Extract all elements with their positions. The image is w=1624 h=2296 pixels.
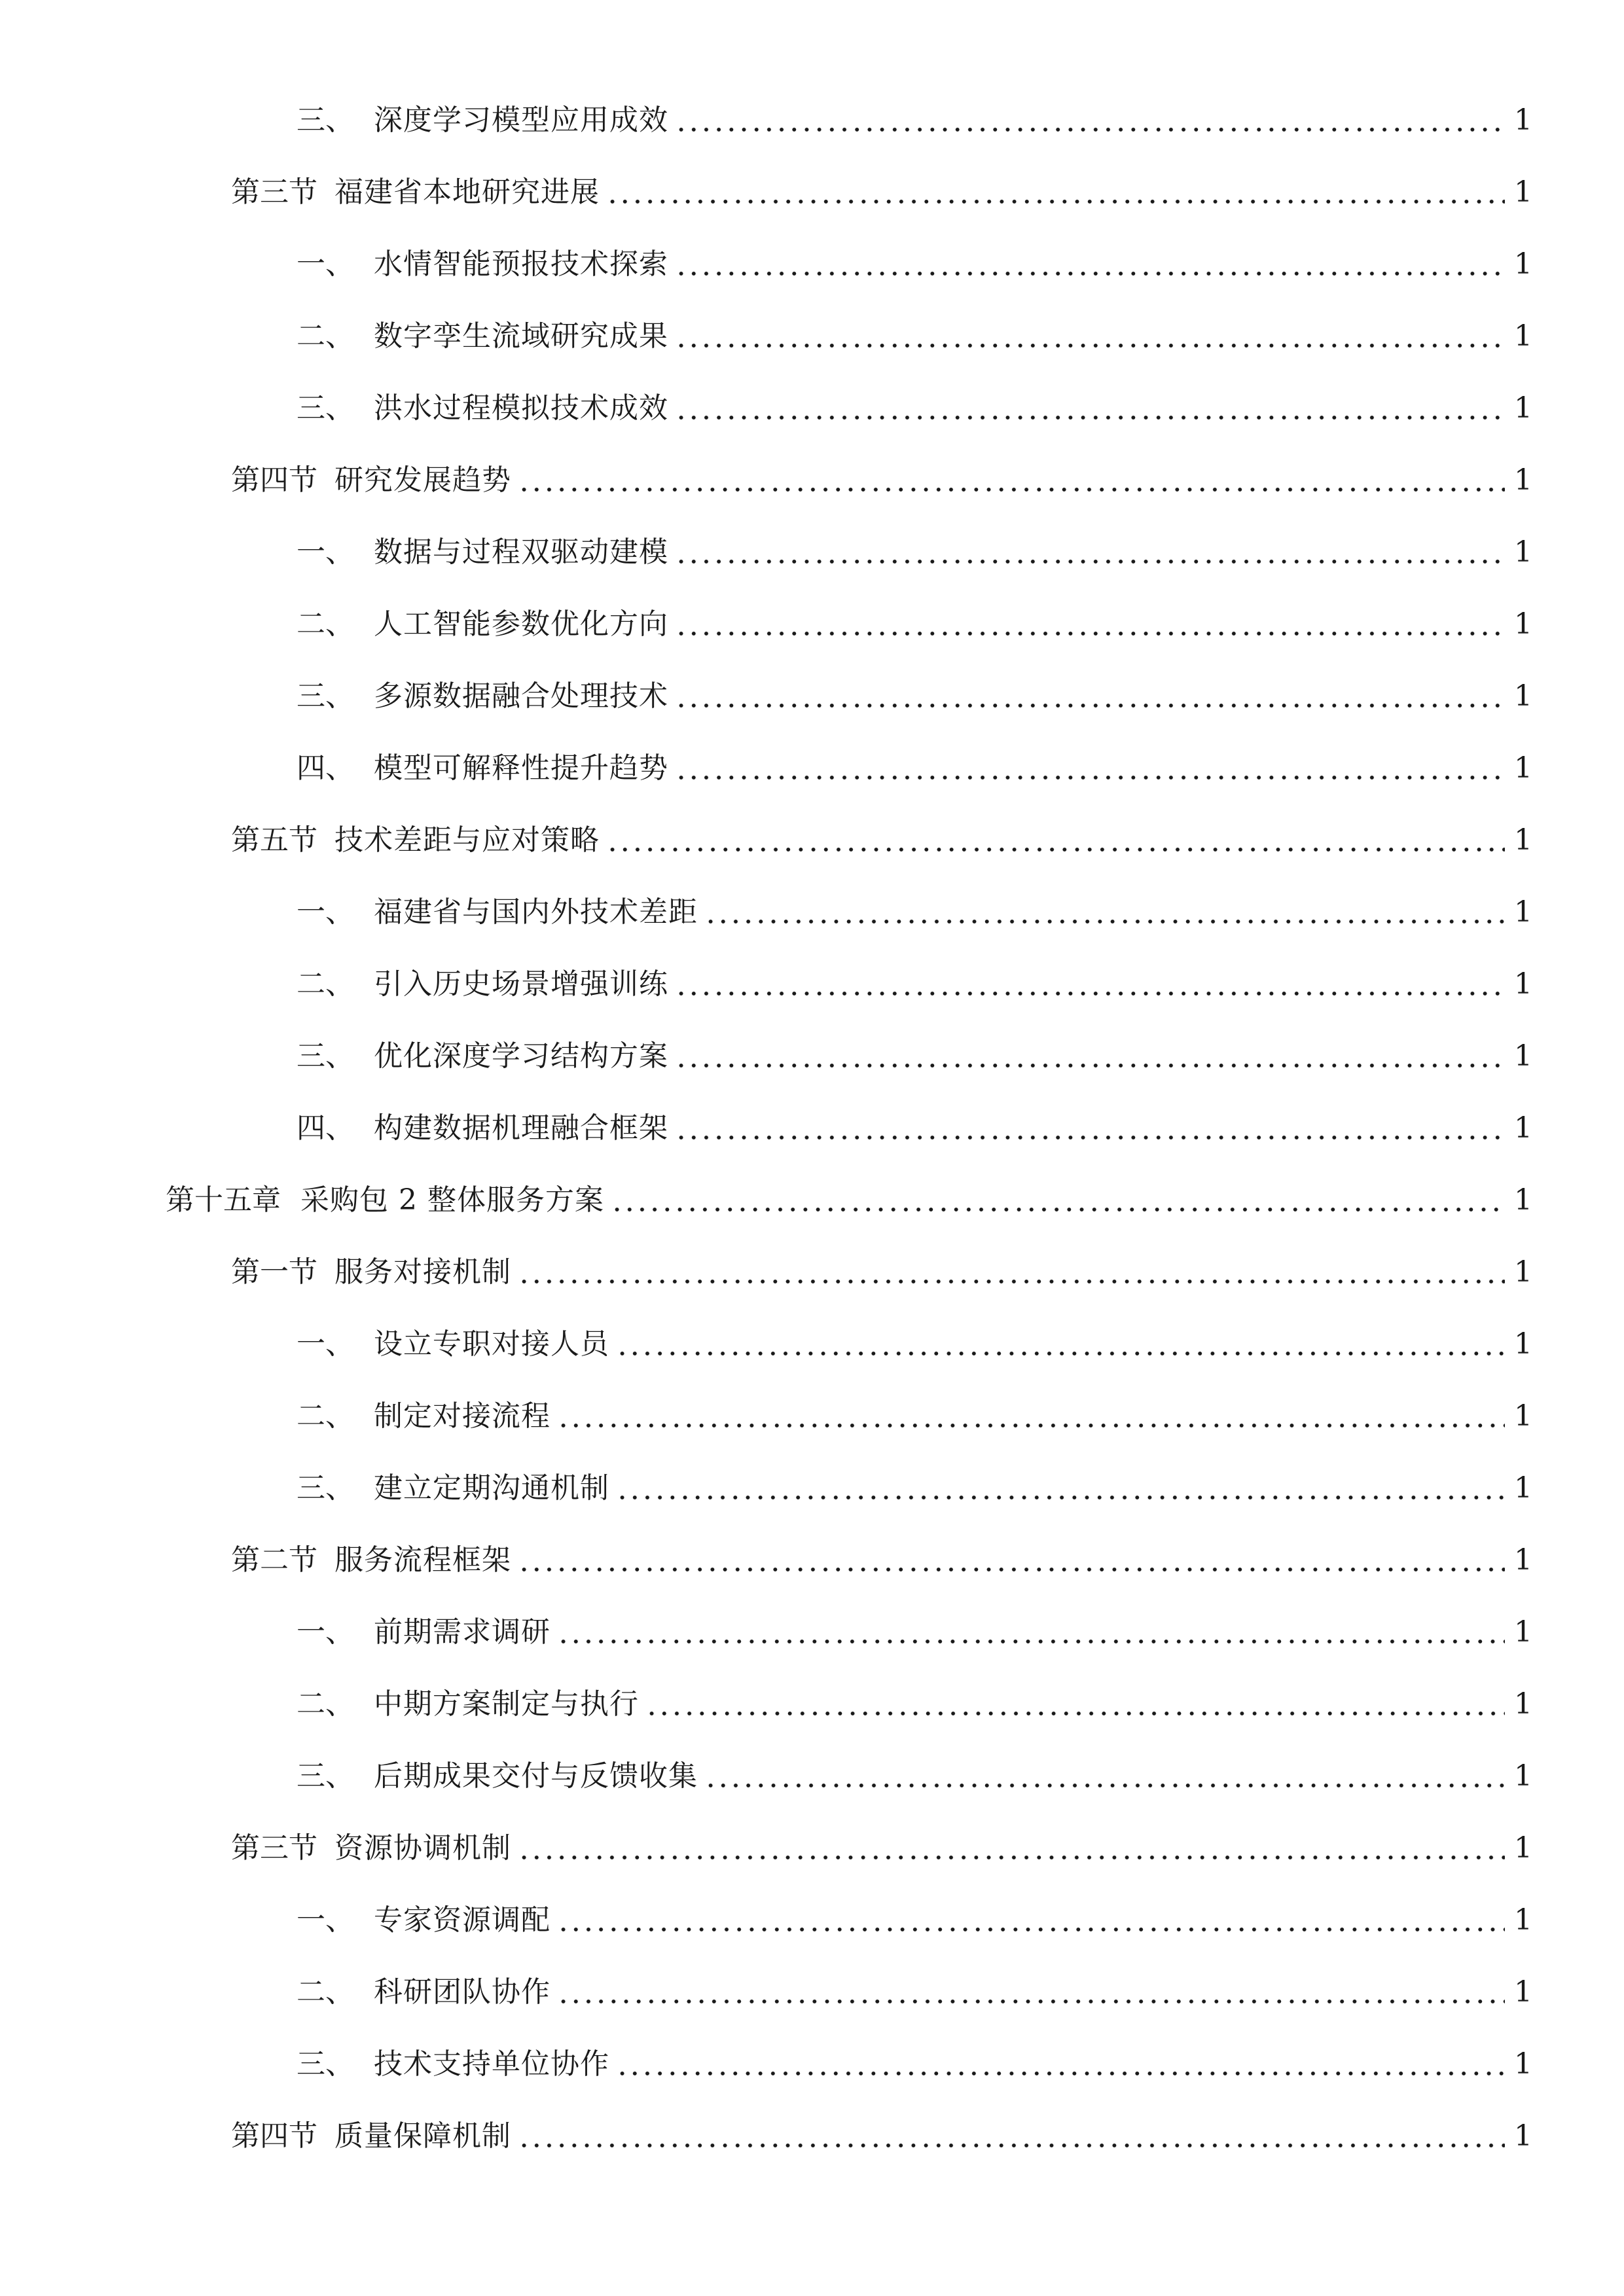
- entry-title: 水情智能预报技术探索: [374, 247, 668, 281]
- entry-number: 三、: [297, 1039, 354, 1073]
- page-number: 1: [1514, 967, 1532, 1001]
- entry-title: 模型可解释性提升趋势: [374, 751, 668, 785]
- entry-number: 四、: [297, 751, 354, 785]
- entry-number: 三、: [297, 1759, 354, 1793]
- entry-number: 三、: [297, 391, 354, 425]
- entry-title: 采购包 2 整体服务方案: [300, 1183, 604, 1217]
- page-number: 1: [1514, 1615, 1532, 1649]
- entry-number: 二、: [297, 319, 354, 353]
- entry-title: 技术支持单位协作: [374, 2047, 609, 2081]
- entry-title: 设立专职对接人员: [374, 1327, 609, 1361]
- entry-title: 福建省与国内外技术差距: [374, 895, 698, 929]
- dot-leader: [675, 341, 1505, 350]
- page-number: 1: [1514, 823, 1532, 857]
- toc-entry[interactable]: [297, 1465, 1532, 1511]
- entry-title: 数字孪生流域研究成果: [374, 319, 668, 353]
- dot-leader: [518, 1565, 1505, 1574]
- entry-number: 三、: [297, 679, 354, 713]
- entry-number: 一、: [297, 247, 354, 281]
- dot-leader: [606, 197, 1505, 206]
- entry-number: 二、: [297, 967, 354, 1001]
- entry-title: 中期方案制定与执行: [374, 1687, 639, 1721]
- entry-number: 三、: [297, 1471, 354, 1505]
- dot-leader: [606, 845, 1505, 854]
- entry-title: 资源协调机制: [334, 1831, 511, 1865]
- page-number: 1: [1514, 2119, 1532, 2153]
- entry-number: 第三节: [231, 1831, 317, 1865]
- toc-entry[interactable]: [297, 2041, 1532, 2087]
- entry-number: 第四节: [231, 463, 317, 497]
- entry-number: 第十五章: [166, 1183, 281, 1217]
- toc-entry[interactable]: [297, 1033, 1532, 1079]
- page-number: 1: [1514, 1543, 1532, 1577]
- toc-entry[interactable]: [231, 1537, 1532, 1583]
- toc-entry[interactable]: [297, 1609, 1532, 1655]
- dot-leader: [675, 701, 1505, 710]
- toc-entry[interactable]: [231, 457, 1532, 503]
- entry-title: 质量保障机制: [334, 2119, 511, 2153]
- entry-title: 深度学习模型应用成效: [374, 103, 668, 137]
- page-number: 1: [1514, 463, 1532, 497]
- entry-title: 优化深度学习结构方案: [374, 1039, 668, 1073]
- entry-title: 科研团队协作: [374, 1975, 550, 2009]
- page-number: 1: [1514, 1255, 1532, 1289]
- toc-entry[interactable]: [297, 745, 1532, 791]
- dot-leader: [518, 485, 1505, 494]
- toc-entry[interactable]: [297, 1969, 1532, 2015]
- dot-leader: [675, 629, 1505, 638]
- page-number: 1: [1514, 1111, 1532, 1145]
- entry-number: 一、: [297, 535, 354, 569]
- entry-number: 一、: [297, 1327, 354, 1361]
- dot-leader: [557, 1421, 1505, 1430]
- dot-leader: [675, 125, 1505, 134]
- dot-leader: [675, 557, 1505, 566]
- entry-number: 第四节: [231, 2119, 317, 2153]
- page-number: 1: [1514, 1039, 1532, 1073]
- entry-number: 三、: [297, 103, 354, 137]
- dot-leader: [557, 1997, 1505, 2006]
- entry-number: 二、: [297, 1687, 354, 1721]
- entry-number: 第五节: [231, 823, 317, 857]
- entry-title: 人工智能参数优化方向: [374, 607, 668, 641]
- toc-entry[interactable]: [297, 673, 1532, 719]
- entry-number: 二、: [297, 1399, 354, 1433]
- toc-entry[interactable]: [297, 1681, 1532, 1727]
- page-number: 1: [1514, 1399, 1532, 1433]
- entry-number: 一、: [297, 895, 354, 929]
- toc-entry[interactable]: [231, 1825, 1532, 1871]
- entry-title: 专家资源调配: [374, 1903, 550, 1937]
- toc-entry[interactable]: [297, 1105, 1532, 1151]
- dot-leader: [557, 1925, 1505, 1934]
- page-number: 1: [1514, 2047, 1532, 2081]
- page-number: 1: [1514, 1903, 1532, 1937]
- dot-leader: [616, 2069, 1505, 2078]
- entry-number: 一、: [297, 1903, 354, 1937]
- toc-entry[interactable]: [231, 2113, 1532, 2159]
- page-number: 1: [1514, 679, 1532, 713]
- page-number: 1: [1514, 1759, 1532, 1793]
- toc-entry[interactable]: [297, 242, 1532, 287]
- page-number: 1: [1514, 1831, 1532, 1865]
- entry-title: 多源数据融合处理技术: [374, 679, 668, 713]
- page-number: 1: [1514, 1471, 1532, 1505]
- page-number: 1: [1514, 1975, 1532, 2009]
- entry-number: 二、: [297, 607, 354, 641]
- page-number: 1: [1514, 535, 1532, 569]
- dot-leader: [611, 1205, 1505, 1214]
- entry-number: 第三节: [231, 175, 317, 209]
- dot-leader: [675, 269, 1505, 278]
- toc-entry[interactable]: [231, 817, 1532, 863]
- entry-title: 制定对接流程: [374, 1399, 550, 1433]
- toc-entry[interactable]: [297, 1753, 1532, 1799]
- dot-leader: [645, 1709, 1505, 1718]
- toc-entry[interactable]: [297, 889, 1532, 935]
- dot-leader: [616, 1349, 1505, 1358]
- dot-leader: [704, 1781, 1505, 1790]
- entry-number: 三、: [297, 2047, 354, 2081]
- toc-entry[interactable]: [297, 601, 1532, 647]
- entry-number: 第一节: [231, 1255, 317, 1289]
- dot-leader: [616, 1493, 1505, 1502]
- toc-entry[interactable]: [297, 314, 1532, 359]
- toc-entry[interactable]: [297, 386, 1532, 431]
- dot-leader: [675, 413, 1505, 422]
- page-number: 1: [1514, 319, 1532, 353]
- page-number: 1: [1514, 103, 1532, 137]
- entry-title: 后期成果交付与反馈收集: [374, 1759, 698, 1793]
- entry-title: 研究发展趋势: [334, 463, 511, 497]
- page-number: 1: [1514, 175, 1532, 209]
- dot-leader: [518, 2141, 1505, 2150]
- toc-entry[interactable]: [297, 961, 1532, 1007]
- entry-title: 服务流程框架: [334, 1543, 511, 1577]
- toc-entry[interactable]: [297, 1393, 1532, 1439]
- page-number: 1: [1514, 1327, 1532, 1361]
- toc-entry[interactable]: [297, 1897, 1532, 1943]
- toc-entry[interactable]: [166, 1177, 1532, 1223]
- entry-number: 第二节: [231, 1543, 317, 1577]
- toc-entry[interactable]: [231, 1249, 1532, 1295]
- page-number: 1: [1514, 247, 1532, 281]
- dot-leader: [557, 1637, 1505, 1646]
- entry-title: 引入历史场景增强训练: [374, 967, 668, 1001]
- dot-leader: [518, 1277, 1505, 1286]
- page-number: 1: [1514, 391, 1532, 425]
- entry-title: 服务对接机制: [334, 1255, 511, 1289]
- page-number: 1: [1514, 895, 1532, 929]
- entry-title: 数据与过程双驱动建模: [374, 535, 668, 569]
- toc-entry[interactable]: [297, 529, 1532, 575]
- toc-entry[interactable]: [297, 98, 1532, 143]
- entry-number: 一、: [297, 1615, 354, 1649]
- page-number: 1: [1514, 607, 1532, 641]
- toc-entry[interactable]: [231, 170, 1532, 215]
- dot-leader: [675, 1133, 1505, 1142]
- entry-title: 建立定期沟通机制: [374, 1471, 609, 1505]
- toc-entry[interactable]: [297, 1321, 1532, 1367]
- entry-title: 构建数据机理融合框架: [374, 1111, 668, 1145]
- entry-title: 福建省本地研究进展: [334, 175, 600, 209]
- entry-number: 四、: [297, 1111, 354, 1145]
- dot-leader: [704, 917, 1505, 926]
- entry-number: 二、: [297, 1975, 354, 2009]
- entry-title: 技术差距与应对策略: [334, 823, 600, 857]
- entry-title: 前期需求调研: [374, 1615, 550, 1649]
- dot-leader: [675, 989, 1505, 998]
- page-number: 1: [1514, 751, 1532, 785]
- dot-leader: [518, 1853, 1505, 1862]
- page-number: 1: [1514, 1687, 1532, 1721]
- dot-leader: [675, 1061, 1505, 1070]
- dot-leader: [675, 773, 1505, 782]
- entry-title: 洪水过程模拟技术成效: [374, 391, 668, 425]
- page-number: 1: [1514, 1183, 1532, 1217]
